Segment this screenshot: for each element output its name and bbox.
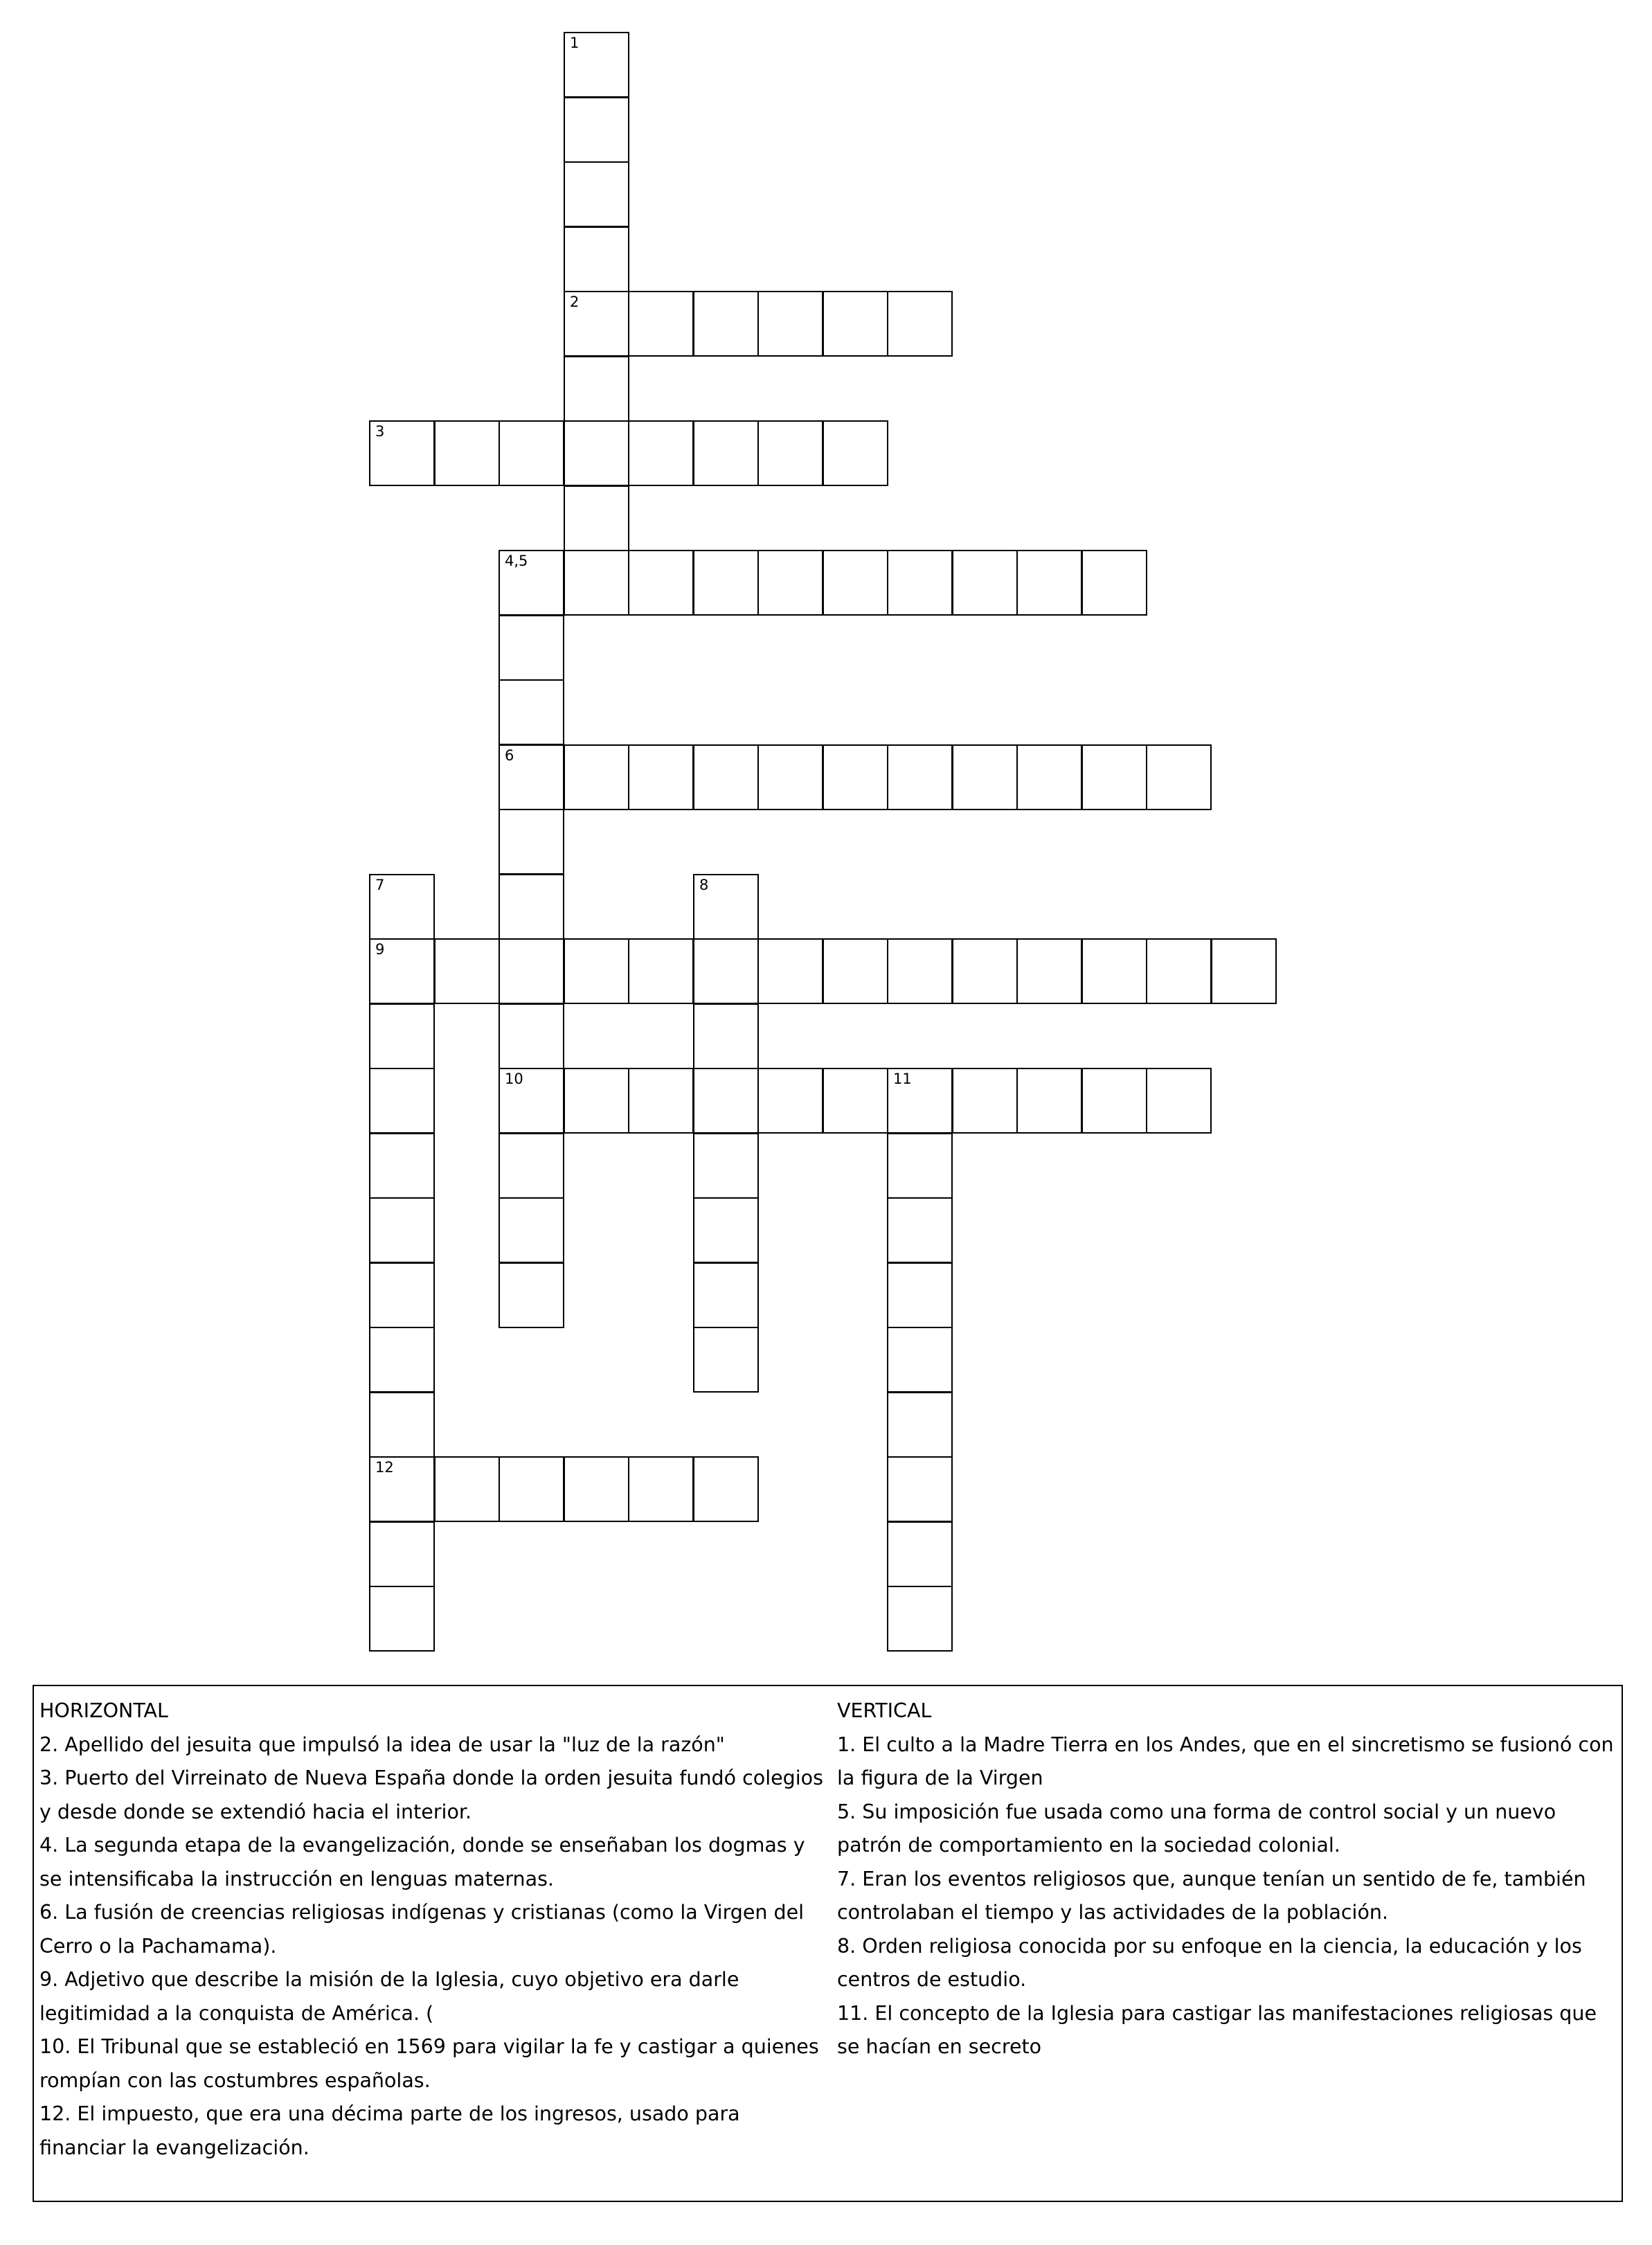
- crossword-cell[interactable]: [564, 97, 629, 163]
- crossword-cell[interactable]: [499, 615, 564, 681]
- crossword-cell[interactable]: [887, 744, 953, 810]
- clue-v-11: 11. El concepto de la Iglesia para castigar las manifestaciones religiosas que se hacían en secreto: [837, 2001, 1597, 2058]
- crossword-cell[interactable]: [952, 938, 1018, 1004]
- crossword-cell[interactable]: [369, 1456, 435, 1522]
- crossword-cell[interactable]: [693, 938, 759, 1004]
- crossword-cell[interactable]: [887, 550, 953, 616]
- crossword-cell[interactable]: [628, 550, 694, 616]
- clue-h-10: 10. El Tribunal que se estableció en 1569 para vigilar la fe y castigar a quienes rompían con las costumbres españolas.: [39, 2035, 819, 2092]
- crossword-cell[interactable]: [369, 1197, 435, 1263]
- crossword-cell[interactable]: [628, 291, 694, 357]
- clue-number: 4,5: [505, 553, 528, 569]
- crossword-cell[interactable]: [564, 356, 629, 422]
- crossword-cell[interactable]: [369, 1327, 435, 1393]
- crossword-cell[interactable]: [693, 291, 759, 357]
- crossword-cell[interactable]: [693, 744, 759, 810]
- clue-h-6: 6. La fusión de creencias religiosas indígenas y cristianas (como la Virgen del Cerro o la Pachamama).: [39, 1901, 805, 1958]
- clue-number: 3: [375, 423, 385, 440]
- crossword-cell[interactable]: [564, 1068, 629, 1134]
- crossword-cell[interactable]: [693, 1133, 759, 1199]
- crossword-cell[interactable]: [499, 1197, 564, 1263]
- crossword-cell[interactable]: [499, 1003, 564, 1069]
- crossword-cell[interactable]: [434, 1456, 500, 1522]
- crossword-cell[interactable]: [693, 550, 759, 616]
- crossword-cell[interactable]: [693, 1068, 759, 1134]
- crossword-cell[interactable]: [564, 32, 629, 98]
- crossword-cell[interactable]: [823, 1068, 888, 1134]
- crossword-cell[interactable]: [628, 1456, 694, 1522]
- crossword-cell[interactable]: [499, 550, 564, 616]
- crossword-cell[interactable]: [628, 744, 694, 810]
- clue-number: 12: [375, 1459, 394, 1476]
- crossword-cell[interactable]: [564, 744, 629, 810]
- crossword-cell[interactable]: [823, 550, 888, 616]
- crossword-cell[interactable]: [887, 1586, 953, 1652]
- crossword-cell[interactable]: [887, 1456, 953, 1522]
- horizontal-clues: [39, 1694, 829, 2165]
- crossword-cell[interactable]: [823, 744, 888, 810]
- crossword-cell[interactable]: [823, 420, 888, 486]
- crossword-cell[interactable]: [564, 1456, 629, 1522]
- clue-h-9: 9. Adjetivo que describe la misión de la Iglesia, cuyo objetivo era darle legitimidad a la conquista de América. (: [39, 1968, 739, 2025]
- crossword-cell[interactable]: [1016, 550, 1082, 616]
- clue-h-2: 2. Apellido del jesuita que impulsó la idea de usar la "luz de la razón": [39, 1733, 725, 1756]
- crossword-cell[interactable]: [693, 874, 759, 940]
- crossword-cell[interactable]: [693, 1197, 759, 1263]
- crossword-cell[interactable]: [887, 1133, 953, 1199]
- crossword-cell[interactable]: [887, 1262, 953, 1328]
- crossword-cell[interactable]: [1016, 938, 1082, 1004]
- crossword-cell[interactable]: [499, 1133, 564, 1199]
- crossword-cell[interactable]: [757, 938, 823, 1004]
- crossword-cell[interactable]: [1146, 938, 1212, 1004]
- crossword-cell[interactable]: [499, 744, 564, 810]
- crossword-cell[interactable]: [1081, 1068, 1147, 1134]
- crossword-cell[interactable]: [1081, 938, 1147, 1004]
- crossword-cell[interactable]: [887, 1392, 953, 1458]
- crossword-cell[interactable]: [952, 1068, 1018, 1134]
- crossword-cell[interactable]: [1211, 938, 1277, 1004]
- crossword-cell[interactable]: [693, 1003, 759, 1069]
- crossword-cell[interactable]: [369, 1262, 435, 1328]
- crossword-cell[interactable]: [693, 1327, 759, 1393]
- crossword-cell[interactable]: [564, 550, 629, 616]
- clue-v-1: 1. El culto a la Madre Tierra en los Andes, que en el sincretismo se fusionó con la figura de la Virgen: [837, 1733, 1614, 1789]
- crossword-cell[interactable]: [369, 420, 435, 486]
- crossword-cell[interactable]: [499, 420, 564, 486]
- clue-number: 2: [570, 294, 580, 310]
- crossword-cell[interactable]: [823, 291, 888, 357]
- clue-number: 1: [570, 35, 580, 51]
- crossword-cell[interactable]: [1081, 744, 1147, 810]
- clue-h-12: 12. El impuesto, que era una décima parte de los ingresos, usado para financiar la evangelización.: [39, 2102, 740, 2159]
- crossword-cell[interactable]: [434, 938, 500, 1004]
- crossword-cell[interactable]: [628, 420, 694, 486]
- vertical-heading: VERTICAL: [837, 1699, 932, 1722]
- crossword-cell[interactable]: [564, 291, 629, 357]
- crossword-cell[interactable]: [434, 420, 500, 486]
- clue-number: 11: [893, 1071, 912, 1087]
- crossword-cell[interactable]: [564, 226, 629, 292]
- crossword-cell[interactable]: [887, 1327, 953, 1393]
- crossword-cell[interactable]: [564, 938, 629, 1004]
- crossword-cell[interactable]: [1146, 744, 1212, 810]
- crossword-cell[interactable]: [887, 1068, 953, 1134]
- crossword-cell[interactable]: [1016, 1068, 1082, 1134]
- crossword-cell[interactable]: [887, 291, 953, 357]
- crossword-cell[interactable]: [369, 874, 435, 940]
- crossword-cell[interactable]: [499, 874, 564, 940]
- crossword-cell[interactable]: [564, 485, 629, 551]
- clue-number: 10: [505, 1071, 523, 1087]
- crossword-cell[interactable]: [499, 1456, 564, 1522]
- crossword-cell[interactable]: [369, 1521, 435, 1587]
- clue-number: 6: [505, 747, 514, 764]
- crossword-cell[interactable]: [823, 938, 888, 1004]
- crossword-cell[interactable]: [757, 291, 823, 357]
- crossword-cell[interactable]: [369, 1003, 435, 1069]
- crossword-cell[interactable]: [1146, 1068, 1212, 1134]
- clues-box: [33, 1685, 1623, 2202]
- crossword-cell[interactable]: [369, 938, 435, 1004]
- crossword-cell[interactable]: [757, 420, 823, 486]
- clue-v-8: 8. Orden religiosa conocida por su enfoque en la ciencia, la educación y los centros de estudio.: [837, 1934, 1582, 1991]
- crossword-cell[interactable]: [757, 744, 823, 810]
- clue-h-3: 3. Puerto del Virreinato de Nueva España donde la orden jesuita fundó colegios y desde donde se extendió hacia el interior.: [39, 1767, 823, 1823]
- crossword-cell[interactable]: [499, 679, 564, 745]
- crossword-cell[interactable]: [693, 1456, 759, 1522]
- clue-number: 8: [699, 877, 709, 893]
- crossword-cell[interactable]: [628, 1068, 694, 1134]
- crossword-cell[interactable]: [564, 161, 629, 227]
- crossword-cell[interactable]: [564, 420, 629, 486]
- crossword-cell[interactable]: [952, 550, 1018, 616]
- crossword-cell[interactable]: [369, 1068, 435, 1134]
- crossword-cell[interactable]: [1081, 550, 1147, 616]
- crossword-cell[interactable]: [757, 550, 823, 616]
- crossword-cell[interactable]: [887, 1197, 953, 1263]
- crossword-cell[interactable]: [499, 1068, 564, 1134]
- crossword-cell[interactable]: [887, 938, 953, 1004]
- crossword-cell[interactable]: [369, 1392, 435, 1458]
- crossword-cell[interactable]: [499, 809, 564, 875]
- clue-v-5: 5. Su imposición fue usada como una forma de control social y un nuevo patrón de comportamiento en la sociedad colonial.: [837, 1800, 1556, 1857]
- crossword-cell[interactable]: [952, 744, 1018, 810]
- crossword-cell[interactable]: [369, 1133, 435, 1199]
- crossword-cell[interactable]: [693, 1262, 759, 1328]
- horizontal-heading: HORIZONTAL: [39, 1699, 168, 1722]
- crossword-cell[interactable]: [887, 1521, 953, 1587]
- crossword-cell[interactable]: [757, 1068, 823, 1134]
- crossword-cell[interactable]: [628, 938, 694, 1004]
- crossword-cell[interactable]: [499, 938, 564, 1004]
- crossword-cell[interactable]: [369, 1586, 435, 1652]
- clue-number: 9: [375, 941, 385, 958]
- clue-number: 7: [375, 877, 385, 893]
- crossword-cell[interactable]: [499, 1262, 564, 1328]
- crossword-cell[interactable]: [1016, 744, 1082, 810]
- vertical-clues: [837, 1694, 1619, 2064]
- clue-v-7: 7. Eran los eventos religiosos que, aunque tenían un sentido de fe, también controlaban el tiempo y las actividades de la población.: [837, 1867, 1586, 1924]
- clue-h-4: 4. La segunda etapa de la evangelización, donde se enseñaban los dogmas y se intensificaba la instrucción en lenguas maternas.: [39, 1834, 805, 1890]
- crossword-cell[interactable]: [693, 420, 759, 486]
